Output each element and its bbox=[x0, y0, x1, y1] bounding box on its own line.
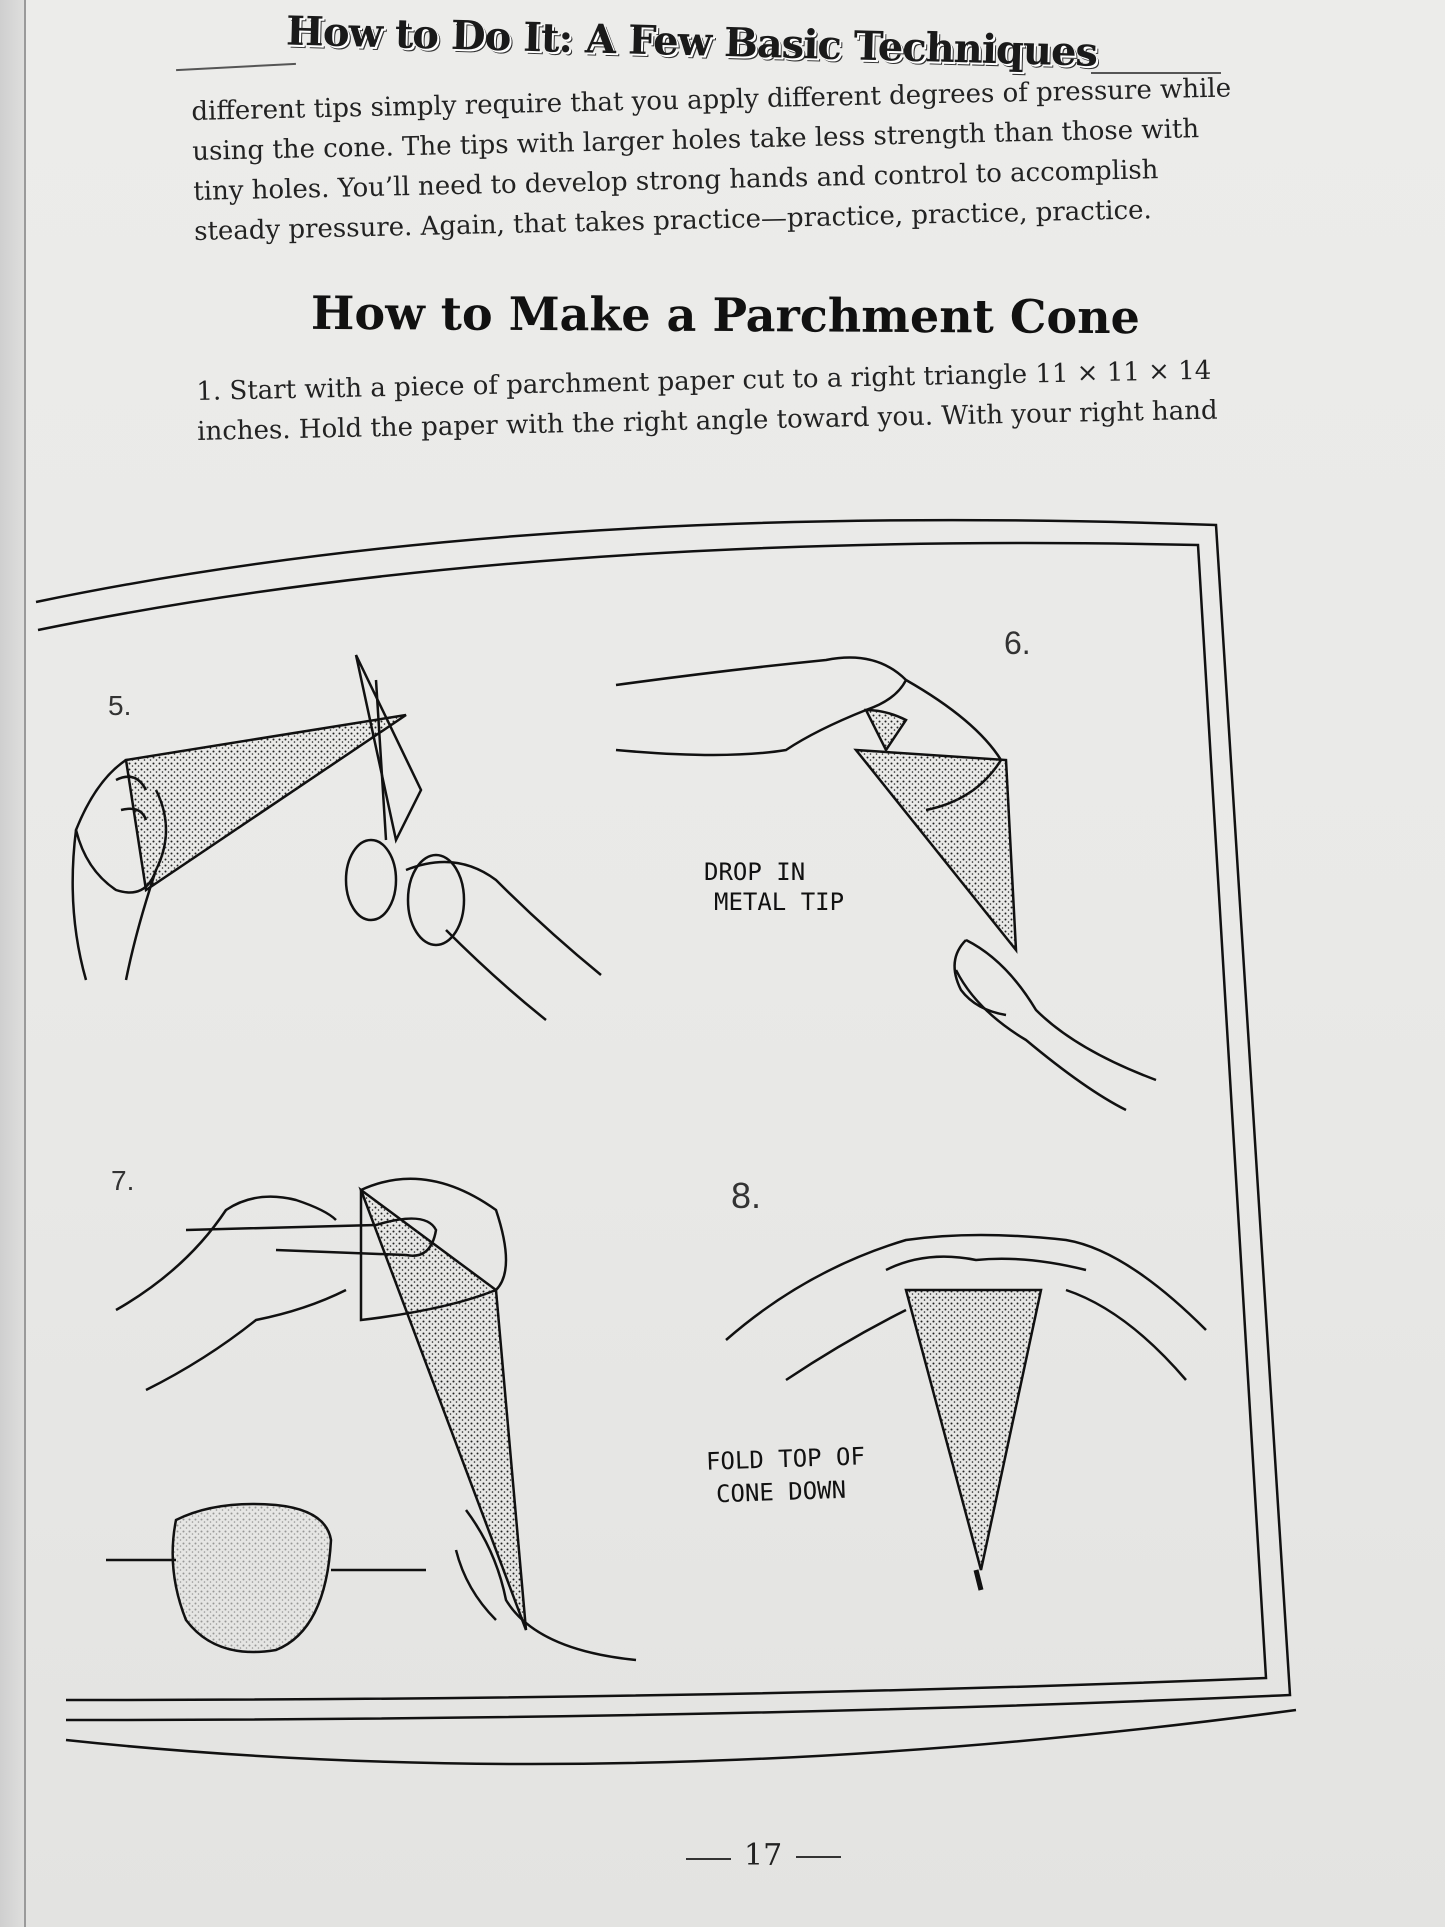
caption-fold-top: FOLD TOP OF bbox=[705, 1442, 866, 1476]
step7-drawing bbox=[106, 1179, 636, 1660]
page-number-dash-right bbox=[796, 1856, 841, 1858]
step-7-label: 7. bbox=[111, 1165, 135, 1196]
caption-cone-down: CONE DOWN bbox=[715, 1475, 847, 1509]
paragraph-line: steady pressure. Again, that takes practice—practice, practice, practice. bbox=[193, 195, 1153, 247]
step-line: inches. Hold the paper with the right angle toward you. With your right hand bbox=[196, 395, 1218, 447]
body-paragraph bbox=[191, 69, 1232, 252]
section-title: How to Make a Parchment Cone bbox=[310, 285, 1141, 345]
book-page bbox=[24, 0, 1445, 1927]
step-5-label: 5. bbox=[108, 690, 132, 721]
paragraph-line: different tips simply require that you apply different degrees of pressure while bbox=[191, 73, 1232, 127]
page-number: 17 bbox=[744, 1838, 783, 1873]
running-head-title: How to Do It: A Few Basic Techniques bbox=[285, 7, 1098, 76]
illustration-panel bbox=[26, 510, 1445, 1810]
step-8-label: 8. bbox=[731, 1175, 762, 1216]
illustration-svg bbox=[26, 510, 1445, 1810]
step6-drawing bbox=[616, 658, 1156, 1111]
paragraph-line: using the cone. The tips with larger holes take less strength than those with bbox=[192, 114, 1200, 167]
page-footer bbox=[26, 1820, 1445, 1920]
step8-drawing bbox=[726, 1235, 1206, 1590]
step-line: 1. Start with a piece of parchment paper cut to a right triangle 11 × 11 × 14 bbox=[196, 355, 1212, 407]
step-6-label: 6. bbox=[1004, 625, 1031, 661]
paragraph-line: tiny holes. You’ll need to develop strong hands and control to accomplish bbox=[192, 155, 1159, 207]
header-rule-left bbox=[176, 63, 296, 71]
step-1-text bbox=[196, 350, 1237, 452]
step5-drawing bbox=[73, 655, 601, 1020]
running-head bbox=[26, 7, 1445, 84]
page-number-dash-left bbox=[686, 1858, 731, 1860]
caption-drop-in: DROP IN bbox=[704, 858, 806, 886]
caption-metal-tip: METAL TIP bbox=[714, 888, 845, 916]
